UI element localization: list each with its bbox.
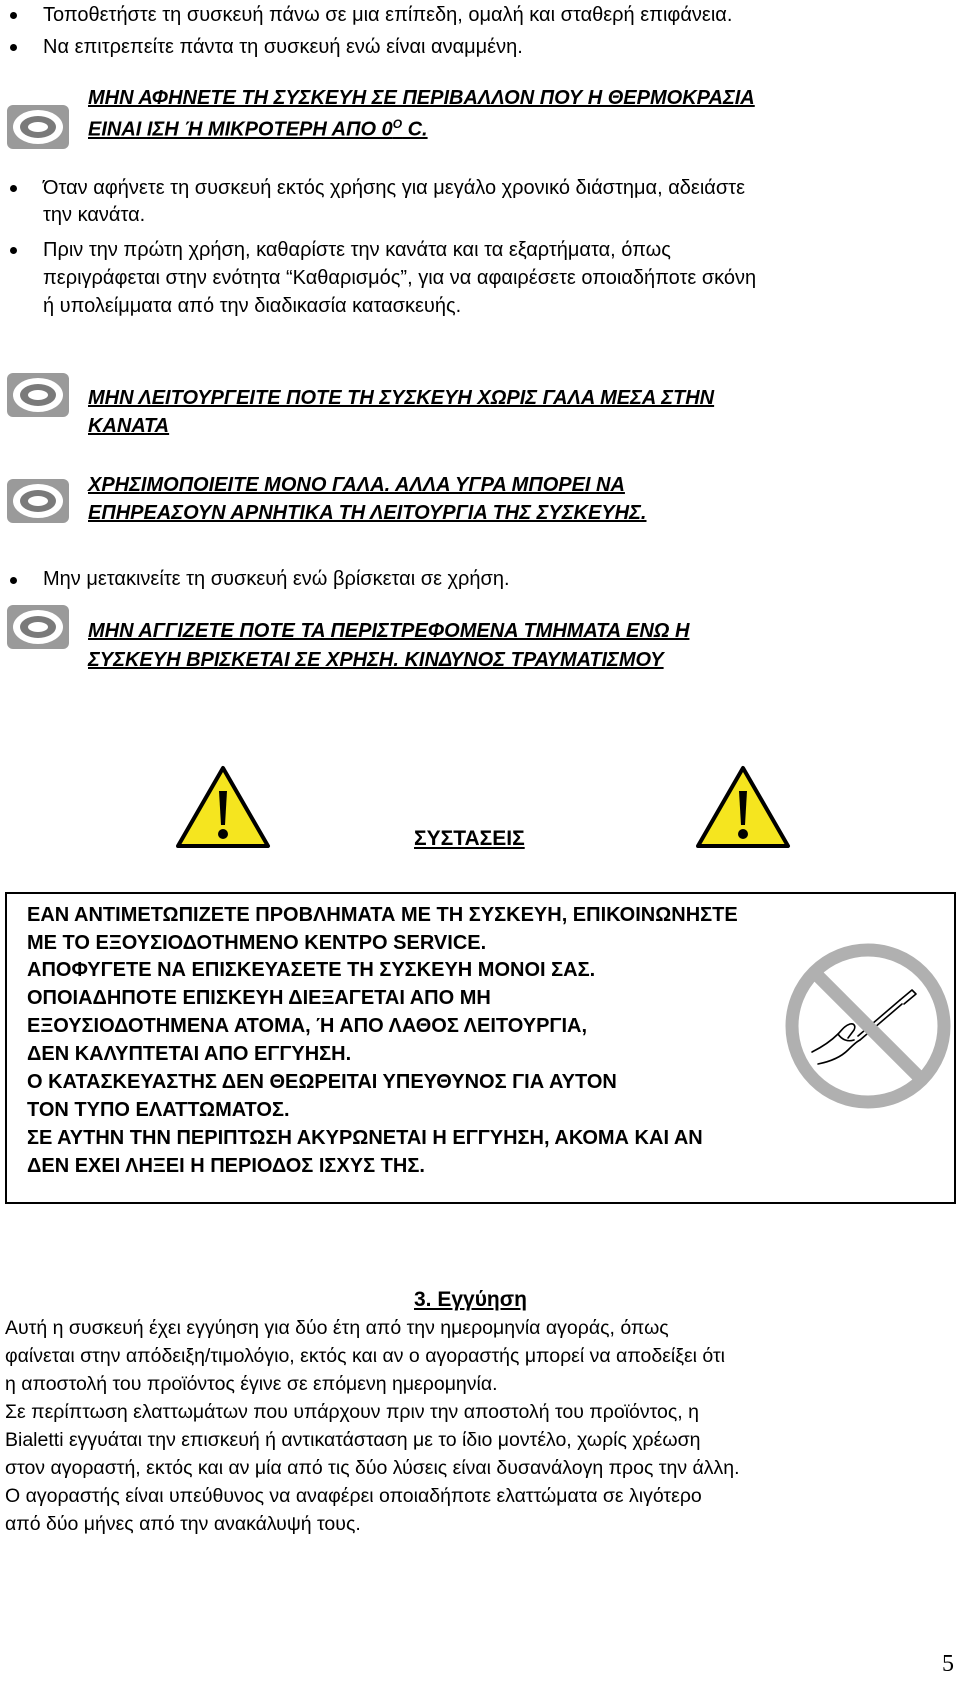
caution-triangle-icon [175, 765, 271, 849]
warning-sign-icon [6, 372, 70, 418]
page-number: 5 [942, 1651, 954, 1677]
warning-sign-icon [6, 478, 70, 524]
no-screwdriver-icon [784, 942, 952, 1110]
bullet-text-unused-2: την κανάτα. [43, 204, 146, 226]
bullet-dot [10, 185, 17, 192]
bullet-text-move: Μην μετακινείτε τη συσκευή ενώ βρίσκεται σε χρήση. [43, 568, 510, 590]
warning-rotating-line1: ΜΗΝ ΑΓΓΙΖΕΤΕ ΠΟΤΕ ΤΑ ΠΕΡΙΣΤΡΕΦΟΜΕΝΑ ΤΜΗΜΑΤΑ ΕΝΩ Η [88, 620, 690, 642]
box-line: ΟΠΟΙΑΔΗΠΟΤΕ ΕΠΙΣΚΕΥΗ ΔΙΕΞΑΓΕΤΑΙ ΑΠΟ ΜΗ [27, 987, 491, 1009]
bullet-text-unused-1: Όταν αφήνετε τη συσκευή εκτός χρήσης για μεγάλο χρονικό διάστημα, αδειάστε [43, 177, 746, 199]
warranty-line: Ο αγοραστής είναι υπεύθυνος να αναφέρει οποιαδήποτε ελαττώματα σε λιγότερο [5, 1485, 702, 1507]
warranty-line: Bialetti εγγυάται την επισκευή ή αντικατάσταση με το ίδιο μοντέλο, χωρίς χρέωση [5, 1429, 701, 1451]
box-line: ΕΑΝ ΑΝΤΙΜΕΤΩΠΙΖΕΤΕ ΠΡΟΒΛΗΜΑΤΑ ΜΕ ΤΗ ΣΥΣΚΕΥΗ, ΕΠΙΚΟΙΝΩΝΗΣΤΕ [27, 904, 738, 926]
warning-milk-line2: ΚΑΝΑΤΑ [88, 415, 170, 437]
warranty-title: 3. Εγγύηση [414, 1288, 527, 1311]
recommendations-title: ΣΥΣΤΑΣΕΙΣ [414, 827, 525, 850]
box-line: ΔΕΝ ΚΑΛΥΠΤΕΤΑΙ ΑΠΟ ΕΓΓΥΗΣΗ. [27, 1043, 352, 1065]
box-line: ΑΠΟΦΥΓΕΤΕ ΝΑ ΕΠΙΣΚΕΥΑΣΕΤΕ ΤΗ ΣΥΣΚΕΥΗ ΜΟΝΟΙ ΣΑΣ. [27, 959, 596, 981]
warning-milk-line1: ΜΗΝ ΛΕΙΤΟΥΡΓΕΙΤΕ ΠΟΤΕ ΤΗ ΣΥΣΚΕΥΗ ΧΩΡΙΣ ΓΑΛΑ ΜΕΣΑ ΣΤΗΝ [88, 387, 715, 409]
bullet-text-first-use-3: ή υπολείμματα από την διαδικασία κατασκευής. [43, 295, 462, 317]
box-line: ΣΕ ΑΥΤΗΝ ΤΗΝ ΠΕΡΙΠΤΩΣΗ ΑΚΥΡΩΝΕΤΑΙ Η ΕΓΓΥΗΣΗ, ΑΚΟΜΑ ΚΑΙ ΑΝ [27, 1127, 703, 1149]
bullet-dot [10, 44, 17, 51]
warning-temperature-line1: ΜΗΝ ΑΦΗΝΕΤΕ ΤΗ ΣΥΣΚΕΥΗ ΣΕ ΠΕΡΙΒΑΛΛΟΝ ΠΟΥ Η ΘΕΡΜΟΚΡΑΣΙΑ [88, 87, 755, 109]
warning-rotating-line2: ΣΥΣΚΕΥΗ ΒΡΙΣΚΕΤΑΙ ΣΕ ΧΡΗΣΗ. ΚΙΝΔΥΝΟΣ ΤΡΑΥΜΑΤΙΣΜΟΥ [88, 649, 664, 671]
warranty-line: φαίνεται στην απόδειξη/τιμολόγιο, εκτός και αν ο αγοραστής μπορεί να αποδείξει ότι [5, 1345, 726, 1367]
warning-only-milk-line1: ΧΡΗΣΙΜΟΠΟΙΕΙΤΕ ΜΟΝΟ ΓΑΛΑ. ΑΛΛΑ ΥΓΡΑ ΜΠΟΡΕΙ ΝΑ [88, 474, 625, 496]
bullet-text-first-use-2: περιγράφεται στην ενότητα “Καθαρισμός”, για να αφαιρέσετε οποιαδήποτε σκόνη [43, 267, 757, 289]
warning-only-milk-line2: ΕΠΗΡΕΑΣΟΥΝ ΑΡΝΗΤΙΚΑ ΤΗ ΛΕΙΤΟΥΡΓΙΑ ΤΗΣ ΣΥΣΚΕΥΗΣ. [88, 502, 647, 524]
warranty-line: η αποστολή του προϊόντος έγινε σε επόμενη ημερομηνία. [5, 1373, 498, 1395]
warning-sign-icon [6, 104, 70, 150]
warning-sign-icon [6, 604, 70, 650]
box-line: ΕΞΟΥΣΙΟΔΟΤΗΜΕΝΑ ΑΤΟΜΑ, Ή ΑΠΟ ΛΑΘΟΣ ΛΕΙΤΟΥΡΓΙΑ, [27, 1015, 588, 1037]
bullet-dot [10, 247, 17, 254]
box-line: Ο ΚΑΤΑΣΚΕΥΑΣΤΗΣ ΔΕΝ ΘΕΩΡΕΙΤΑΙ ΥΠΕΥΘΥΝΟΣ ΓΙΑ ΑΥΤΟΝ [27, 1071, 617, 1093]
caution-triangle-icon [695, 765, 791, 849]
warranty-line: Αυτή η συσκευή έχει εγγύηση για δύο έτη από την ημερομηνία αγοράς, όπως [5, 1317, 669, 1339]
box-line: ΤΟΝ ΤΥΠΟ ΕΛΑΤΤΩΜΑΤΟΣ. [27, 1099, 290, 1121]
warranty-line: Σε περίπτωση ελαττωμάτων που υπάρχουν πριν την αποστολή του προϊόντος, η [5, 1401, 699, 1423]
warning-temperature-line2: ΕΙΝΑΙ ΙΣΗ Ή ΜΙΚΡΟΤΕΡΗ ΑΠΟ $0^O$ C. [88, 117, 428, 141]
box-line: ΜΕ ΤΟ ΕΞΟΥΣΙΟΔΟΤΗΜΕΝΟ ΚΕΝΤΡΟ SERVICE. [27, 932, 487, 954]
box-line: ΔΕΝ ΕΧΕΙ ΛΗΞΕΙ Η ΠΕΡΙΟΔΟΣ ΙΣΧΥΣ ΤΗΣ. [27, 1155, 425, 1177]
bullet-text-first-use-1: Πριν την πρώτη χρήση, καθαρίστε την κανάτα και τα εξαρτήματα, όπως [43, 239, 671, 261]
warranty-line: από δύο μήνες από την ανακάλυψή τους. [5, 1513, 361, 1535]
bullet-dot [10, 12, 17, 19]
bullet-text-surface: Τοποθετήστε τη συσκευή πάνω σε μια επίπεδη, ομαλή και σταθερή επιφάνεια. [43, 4, 733, 26]
bullet-dot [10, 577, 17, 584]
warranty-line: στον αγοραστή, εκτός και αν μία από τις δύο λύσεις είναι δυσανάλογη προς την άλλη. [5, 1457, 740, 1479]
bullet-text-supervise: Να επιτρεπείτε πάντα τη συσκευή ενώ είναι αναμμένη. [43, 36, 523, 58]
